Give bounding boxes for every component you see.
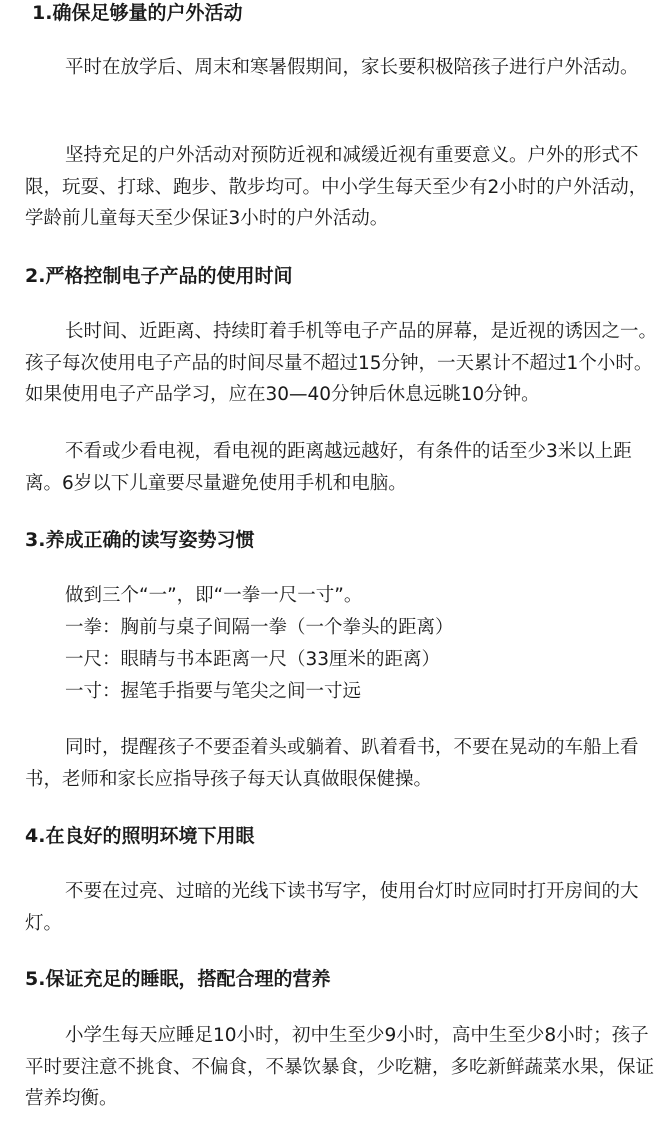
section-3-line-2: 一拳：胸前与桌子间隔一拳（一个拳头的距离） [65,617,454,638]
section-heading-2: 2.严格控制电子产品的使用时间 [25,265,293,287]
section-2-paragraph-1: 长时间、近距离、持续盯着手机等电子产品的屏幕，是近视的诱因之一。孩子每次使用电子产品的时间尽量不超过15分钟，一天累计不超过1个小时。如果使用电子产品学习，应在30—40分钟后休息远眺10分钟。 [25,321,658,405]
section-heading-1: 1.确保足够量的户外活动 [32,2,243,24]
section-1-paragraph-1: 平时在放学后、周末和寒暑假期间，家长要积极陪孩子进行户外活动。 [65,57,639,78]
section-3-line-1: 做到三个“一”，即“一拳一尺一寸”。 [65,585,363,606]
section-3-paragraph-1: 同时，提醒孩子不要歪着头或躺着、趴着看书，不要在晃动的车船上看书，老师和家长应指导孩子每天认真做眼保健操。 [25,737,639,790]
section-3-line-4: 一寸：握笔手指要与笔尖之间一寸远 [65,681,362,702]
section-3-line-3: 一尺：眼睛与书本距离一尺（33厘米的距离） [65,649,441,670]
section-4-paragraph-1: 不要在过亮、过暗的光线下读书写字，使用台灯时应同时打开房间的大灯。 [25,881,639,934]
section-heading-5: 5.保证充足的睡眠，搭配合理的营养 [25,968,331,990]
section-heading-3: 3.养成正确的读写姿势习惯 [25,529,255,551]
section-5-paragraph-1: 小学生每天应睡足10小时，初中生至少9小时，高中生至少8小时；孩子平时要注意不挑食、不偏食，不暴饮暴食，少吃糖，多吃新鲜蔬菜水果，保证营养均衡。 [25,1025,655,1109]
section-heading-4: 4.在良好的照明环境下用眼 [25,825,255,847]
section-1-paragraph-2: 坚持充足的户外活动对预防近视和减缓近视有重要意义。户外的形式不限，玩耍、打球、跑步、散步均可。中小学生每天至少有2小时的户外活动，学龄前儿童每天至少保证3小时的户外活动。 [25,145,648,229]
section-2-paragraph-2: 不看或少看电视，看电视的距离越远越好，有条件的话至少3米以上距离。6岁以下儿童要尽量避免使用手机和电脑。 [25,441,632,494]
